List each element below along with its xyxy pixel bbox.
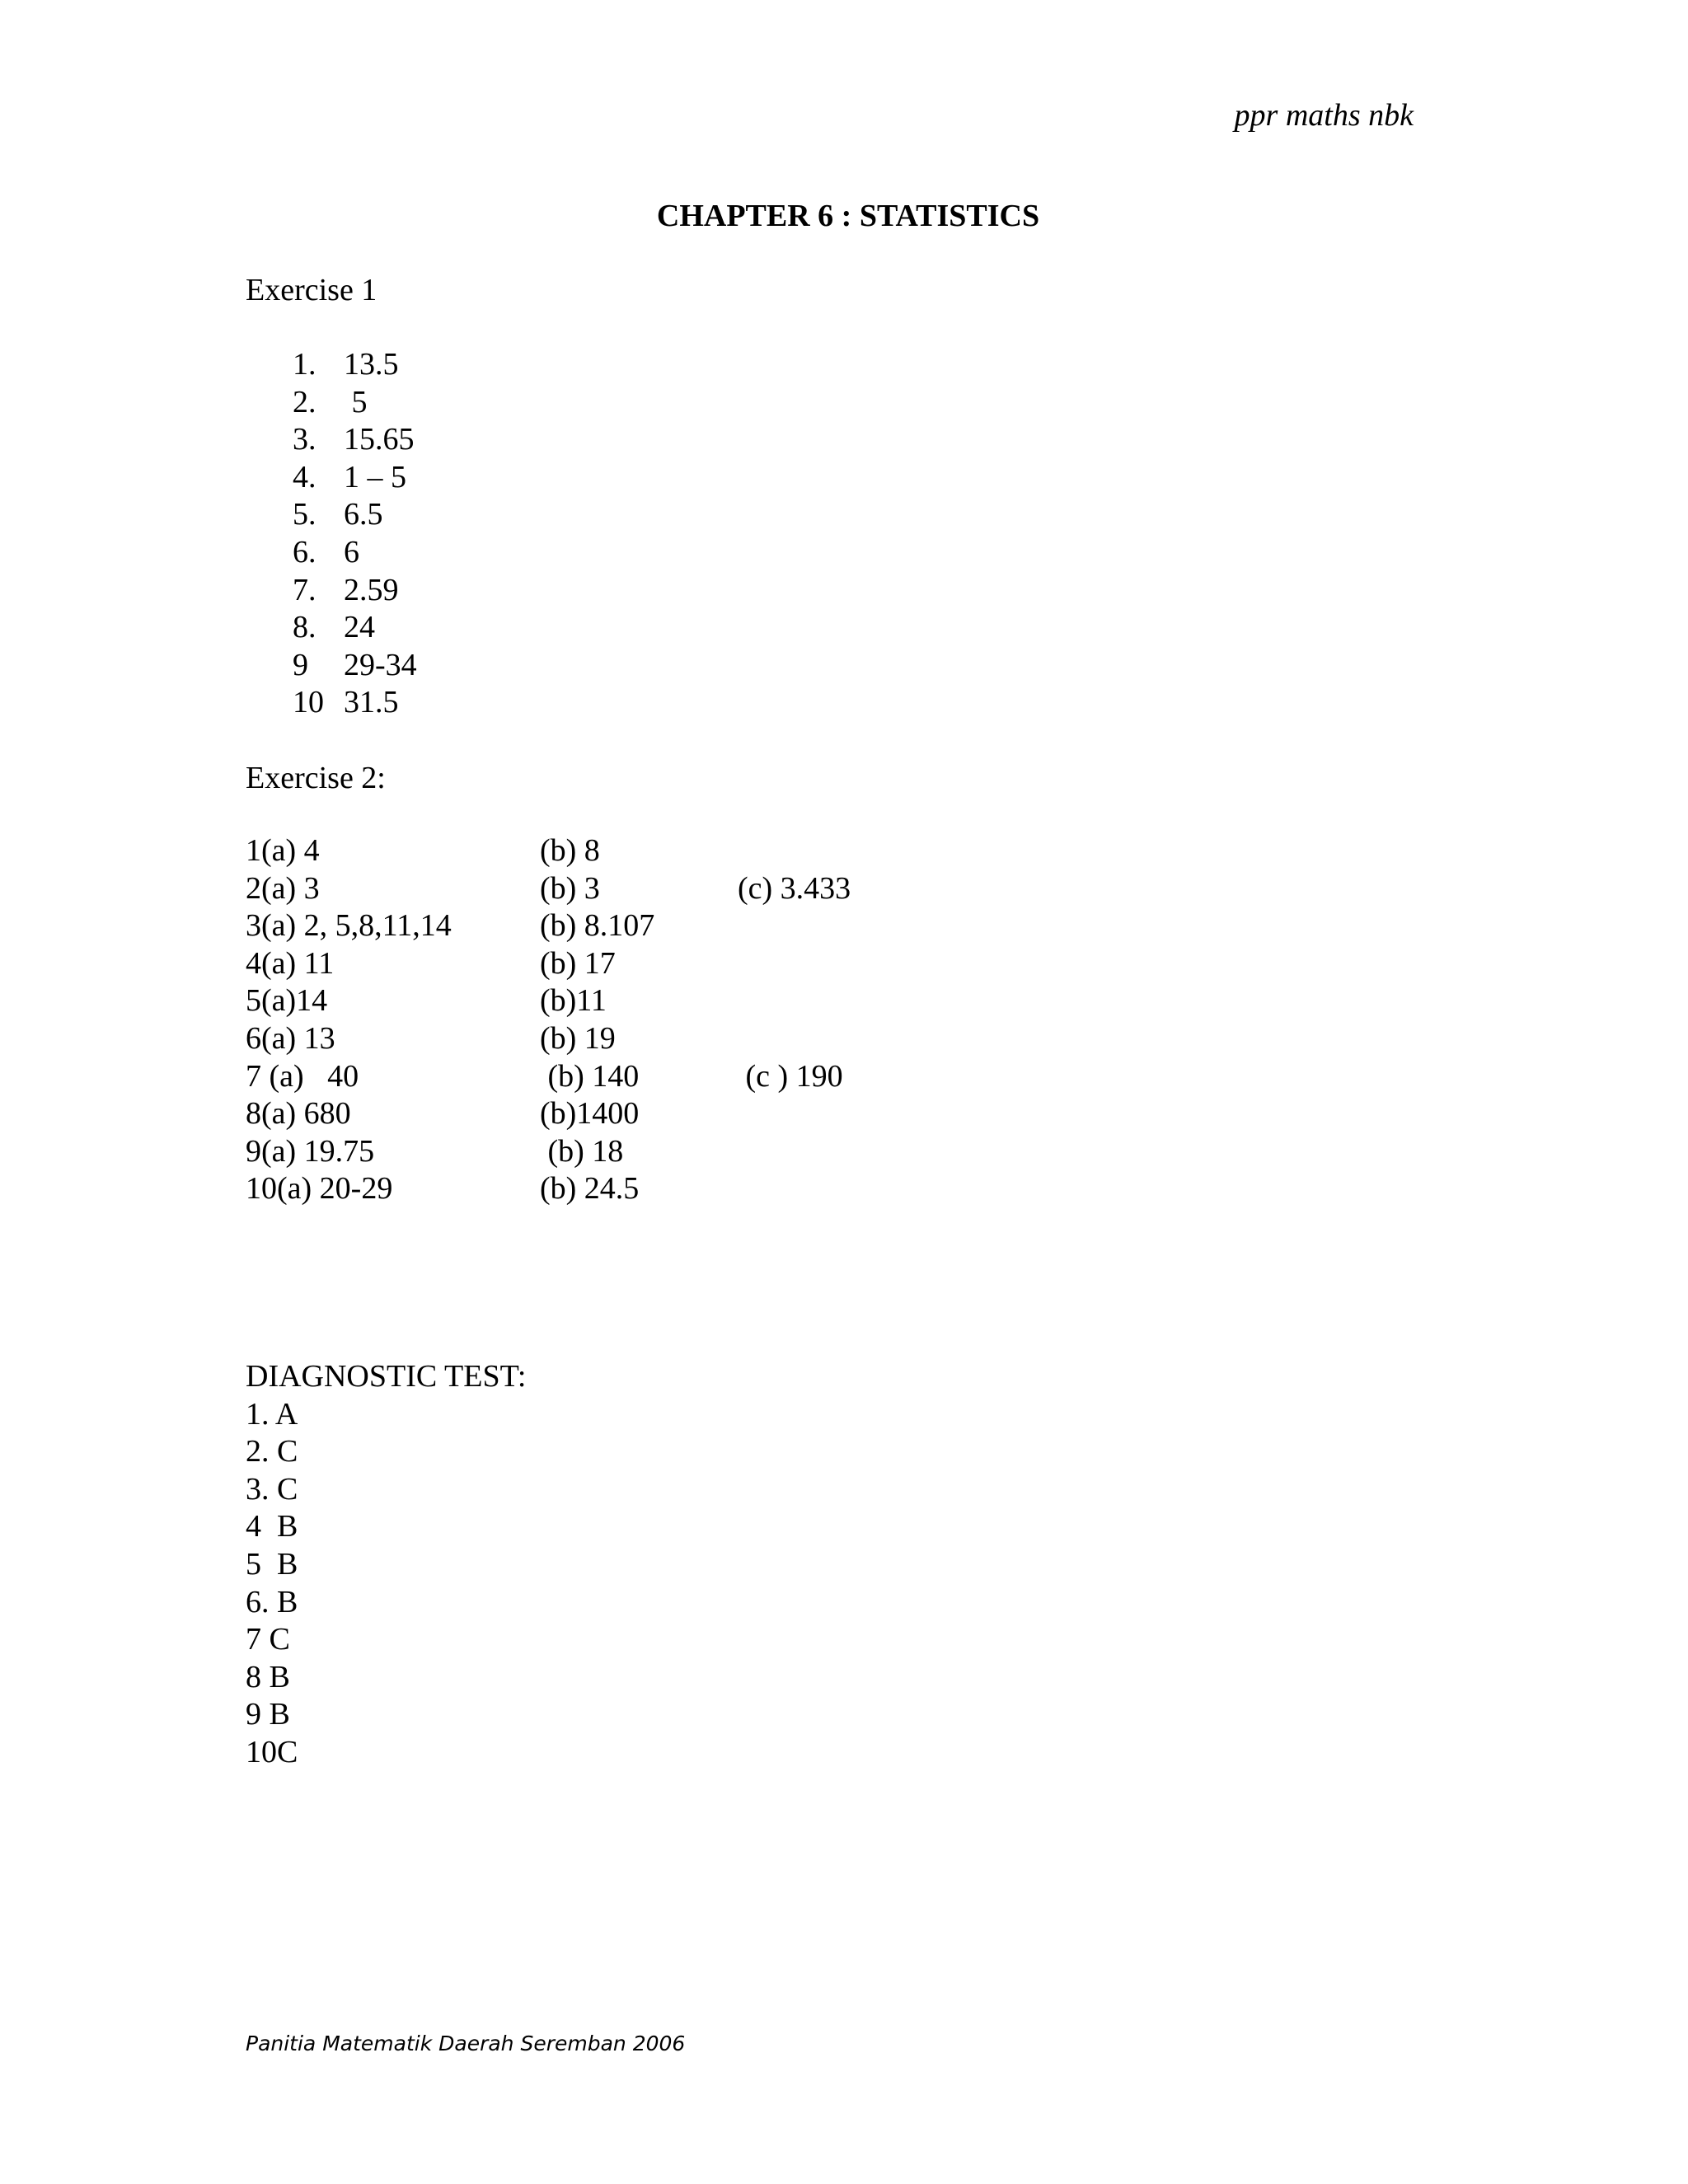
chapter-title: CHAPTER 6 : STATISTICS xyxy=(656,199,1040,233)
list-item: 6. 6 xyxy=(293,534,359,569)
list-item: 2. C xyxy=(246,1434,298,1469)
list-item: 5 B xyxy=(246,1546,298,1582)
list-item: 1. 13.5 xyxy=(293,347,399,382)
list-item: 6. B xyxy=(246,1584,298,1619)
list-item: 10 31.5 xyxy=(293,685,399,720)
list-item: 4. 1 – 5 xyxy=(293,459,406,494)
list-item: 3. C xyxy=(246,1471,298,1507)
list-item: 8 B xyxy=(246,1659,290,1694)
exercise2-heading: Exercise 2: xyxy=(246,761,386,795)
list-item: 2. 5 xyxy=(293,384,368,419)
list-item: 10C xyxy=(246,1734,298,1769)
diagnostic-test-section xyxy=(246,1358,526,1772)
list-item: 7. 2.59 xyxy=(293,572,399,607)
list-item: 8. 24 xyxy=(293,610,375,645)
list-item: 7 C xyxy=(246,1622,290,1657)
header-note: ppr maths nbk xyxy=(1234,98,1414,133)
footer-text: Panitia Matematik Daerah Seremban 2006 xyxy=(246,2032,686,2055)
document-page: ppr maths nbk CHAPTER 6 : STATISTICS Exercise 1 1. 13.5 2. 5 3. 15.65 4. 1 – 5 5. 6.5 6. 6 7. 2.59 8. 24 9 29-34 10 31.5 Exercise 2: 1(a) 4 (b) 8 2(a) 3 (b) 3 (c) 3.433 3(a) 2, 5,8,11,14 (b) 8.107 4(a) 11 (b) 17 5(a)14 (b)11 6(a) 13 (b) 19 7 (a) 40 (b) 140 (c ) 190 8(a) 680 (b)1400 9(a) 19.75 (b) 18 10(a) 20-29 (b) 24.5 DIAGNOSTIC TEST: 1. A 2. C 3. C 4 B 5 B 6. B 7 C 8 B 9 B 10C Panitia Matematik Daerah Seremban 2006 xyxy=(0,0,1688,2184)
list-item: 4 B xyxy=(246,1509,298,1544)
list-item: 9 B xyxy=(246,1697,290,1732)
list-item: 1. A xyxy=(246,1396,298,1432)
list-item: 3. 15.65 xyxy=(293,422,415,457)
exercise1-answer-list xyxy=(293,346,417,722)
exercise1-heading: Exercise 1 xyxy=(246,273,377,307)
diagnostic-test-heading: DIAGNOSTIC TEST: xyxy=(246,1359,527,1394)
list-item: 5. 6.5 xyxy=(293,497,383,532)
list-item: 9 29-34 xyxy=(293,647,417,682)
